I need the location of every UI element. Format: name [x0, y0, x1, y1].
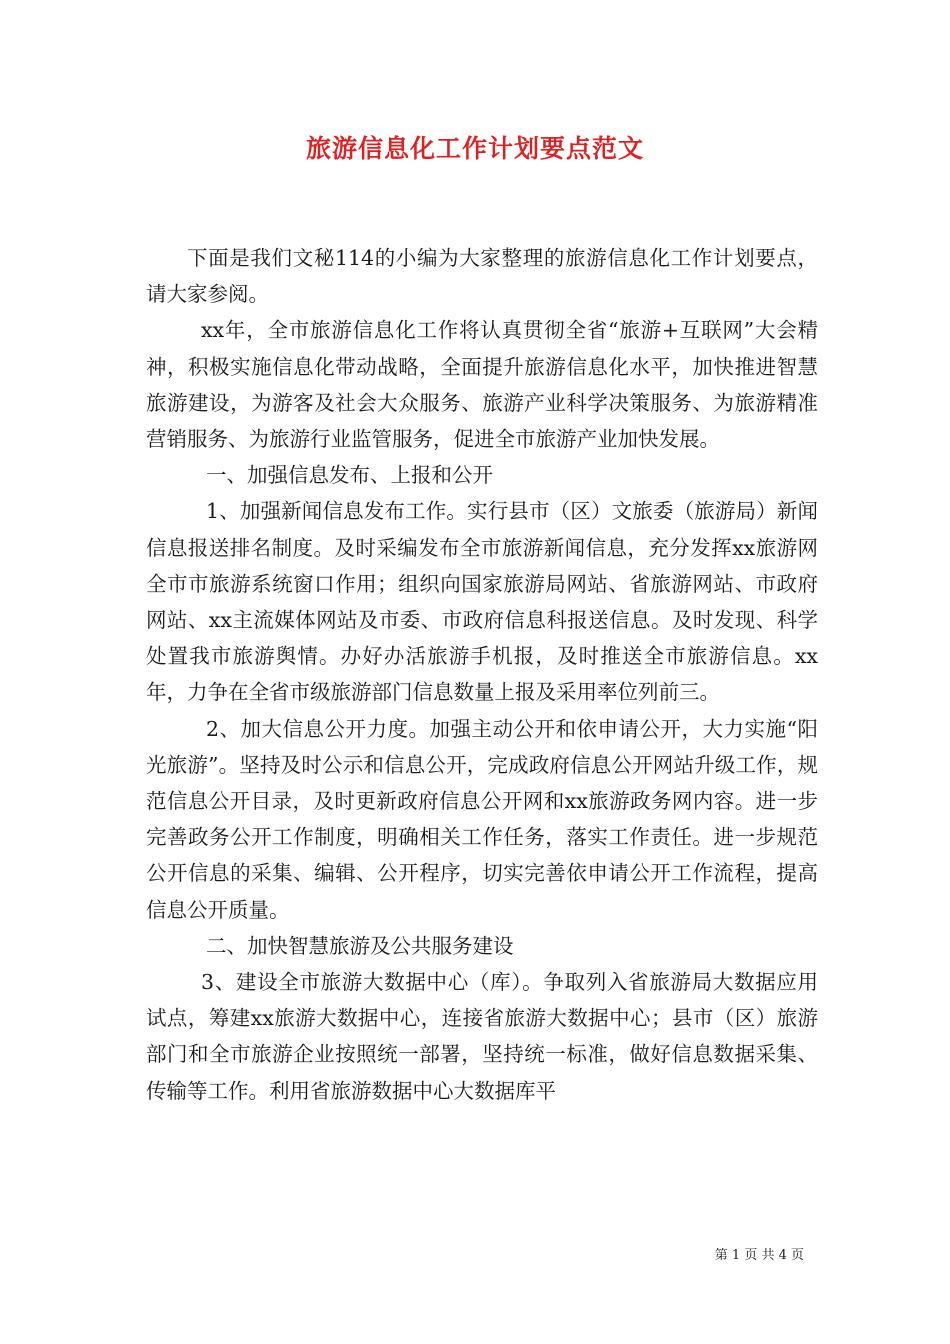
paragraph-item-3: 3、建设全市旅游大数据中心（库）。争取列入省旅游局大数据应用试点，筹建xx旅游大数据中心，连接省旅游大数据中心；县市（区）旅游部门和全市旅游企业按照统一部署，坚持统一标准，做好信息数据采集、传输等工作。利用省旅游数据中心大数据库平 [146, 970, 818, 1103]
document-title: 旅游信息化工作计划要点范文 [305, 134, 644, 163]
page-number: 第 1 页 共 4 页 [714, 1248, 804, 1263]
document-body [146, 240, 818, 1109]
paragraph-overview: xx年，全市旅游信息化工作将认真贯彻全省“旅游+互联网”大会精神，积极实施信息化带动战略，全面提升旅游信息化水平，加快推进智慧旅游建设，为游客及社会大众服务、旅游产业科学决策服务、为旅游精准营销服务、为旅游行业监管服务，促进全市旅游产业加快发展。 [146, 318, 818, 452]
paragraph-intro: 下面是我们文秘114的小编为大家整理的旅游信息化工作计划要点，请大家参阅。 [146, 246, 818, 307]
section-heading-1: 一、加强信息发布、上报和公开 [206, 463, 493, 488]
section-heading-2: 二、加快智慧旅游及公共服务建设 [206, 933, 514, 958]
paragraph-item-1: 1、加强新闻信息发布工作。实行县市（区）文旅委（旅游局）新闻信息报送排名制度。及时采编发布全市旅游新闻信息，充分发挥xx旅游网全市市旅游系统窗口作用；组织向国家旅游局网站、省旅游网站、市政府网站、xx主流媒体网站及市委、市政府信息科报送信息。及时发现、科学处置我市旅游舆情。办好办活旅游手机报，及时推送全市旅游信息。xx年，力争在全省市级旅游部门信息数量上报及采用率位列前三。 [146, 499, 818, 705]
paragraph-item-2: 2、加大信息公开力度。加强主动公开和依申请公开，大力实施“阳光旅游”。坚持及时公示和信息公开，完成政府信息公开网站升级工作，规范信息公开目录，及时更新政府信息公开网和xx旅游政务网内容。进一步完善政务公开工作制度，明确相关工作任务，落实工作责任。进一步规范公开信息的采集、编辑、公开程序，切实完善依申请公开工作流程，提高信息公开质量。 [146, 716, 818, 922]
